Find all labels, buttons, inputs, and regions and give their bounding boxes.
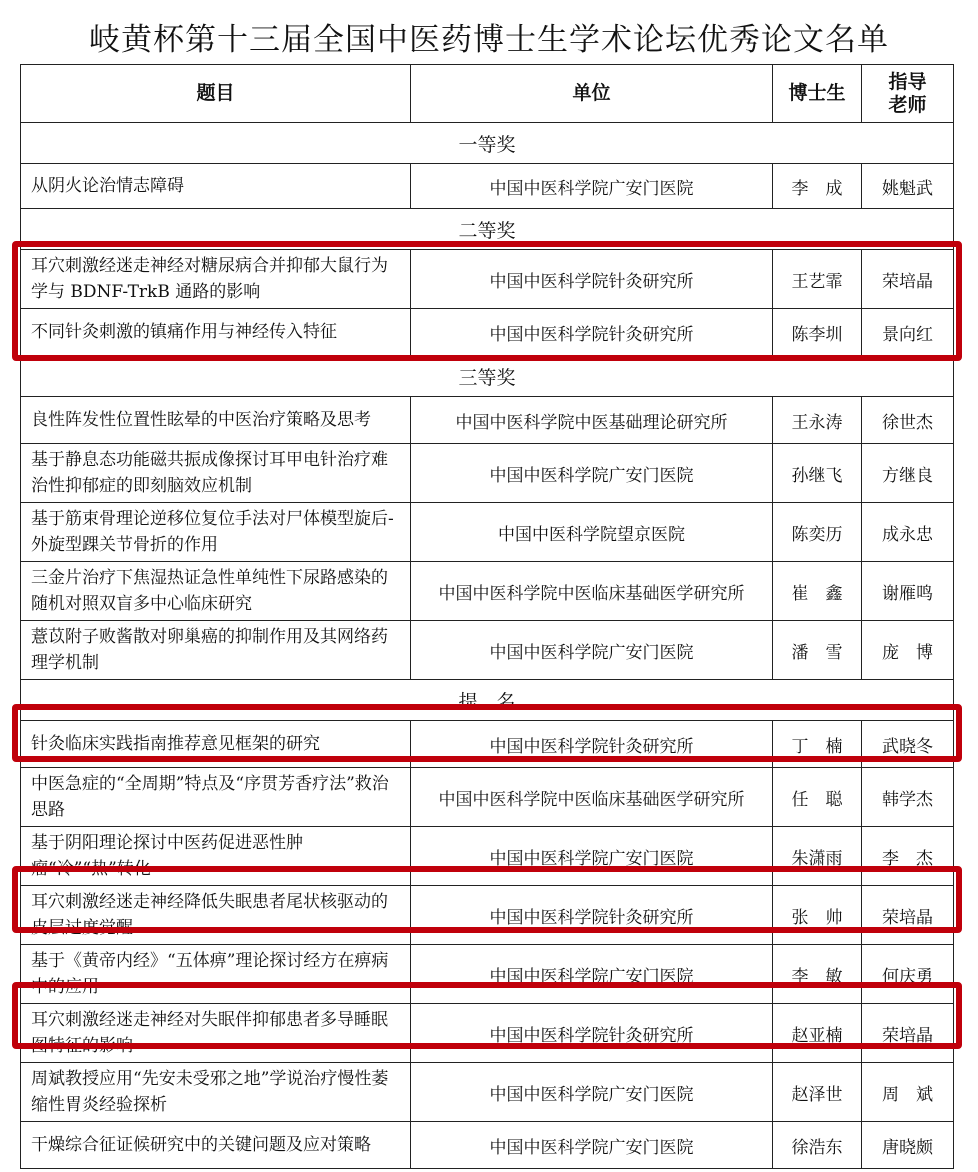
row-unit: 中国中医科学院针灸研究所 [411, 309, 773, 356]
header-advisor-text: 指导老师 [888, 70, 927, 116]
row-unit: 中国中医科学院广安门医院 [411, 945, 773, 1004]
row-topic: 针灸临床实践指南推荐意见框架的研究 [21, 721, 411, 768]
row-unit: 中国中医科学院中医临床基础医学研究所 [411, 768, 773, 827]
header-student: 博士生 [773, 65, 862, 123]
row-unit: 中国中医科学院广安门医院 [411, 444, 773, 503]
row-advisor: 何庆勇 [862, 945, 954, 1004]
row-advisor: 荣培晶 [862, 1004, 954, 1063]
row-unit: 中国中医科学院广安门医院 [411, 621, 773, 680]
row-advisor: 姚魁武 [862, 164, 954, 209]
row-student: 王艺霏 [773, 250, 862, 309]
row-unit: 中国中医科学院中医基础理论研究所 [411, 397, 773, 444]
row-advisor: 景向红 [862, 309, 954, 356]
row-student: 丁 楠 [773, 721, 862, 768]
header-advisor [862, 65, 954, 123]
row-student: 李 成 [773, 164, 862, 209]
table-row [21, 503, 954, 562]
award-table [20, 64, 954, 1169]
row-advisor: 庞 博 [862, 621, 954, 680]
row-unit: 中国中医科学院望京医院 [411, 503, 773, 562]
row-student: 赵亚楠 [773, 1004, 862, 1063]
table-row [21, 768, 954, 827]
row-advisor: 周 斌 [862, 1063, 954, 1122]
row-topic: 周斌教授应用“先安未受邪之地”学说治疗慢性萎缩性胃炎经验探析 [21, 1063, 411, 1122]
table-row [21, 250, 954, 309]
row-advisor: 李 杰 [862, 827, 954, 886]
row-topic: 基于阴阳理论探讨中医药促进恶性肿瘤“冷”“热”转化 [21, 827, 411, 886]
table-row [21, 444, 954, 503]
row-topic: 基于《黄帝内经》“五体痹”理论探讨经方在痹病中的应用 [21, 945, 411, 1004]
row-topic: 薏苡附子败酱散对卵巢癌的抑制作用及其网络药理学机制 [21, 621, 411, 680]
row-unit: 中国中医科学院广安门医院 [411, 827, 773, 886]
header-unit: 单位 [411, 65, 773, 123]
table-row [21, 1122, 954, 1169]
row-advisor: 韩学杰 [862, 768, 954, 827]
row-topic: 基于静息态功能磁共振成像探讨耳甲电针治疗难治性抑郁症的即刻脑效应机制 [21, 444, 411, 503]
row-unit: 中国中医科学院针灸研究所 [411, 721, 773, 768]
table-row [21, 562, 954, 621]
row-topic: 干燥综合征证候研究中的关键问题及应对策略 [21, 1122, 411, 1169]
row-student: 孙继飞 [773, 444, 862, 503]
row-advisor: 成永忠 [862, 503, 954, 562]
row-student: 李 敏 [773, 945, 862, 1004]
row-student: 陈李圳 [773, 309, 862, 356]
row-topic: 耳穴刺激经迷走神经对糖尿病合并抑郁大鼠行为学与 BDNF-TrkB 通路的影响 [21, 250, 411, 309]
row-topic: 不同针灸刺激的镇痛作用与神经传入特征 [21, 309, 411, 356]
table-row [21, 827, 954, 886]
row-unit: 中国中医科学院针灸研究所 [411, 250, 773, 309]
row-student: 潘 雪 [773, 621, 862, 680]
row-advisor: 荣培晶 [862, 250, 954, 309]
table-row [21, 309, 954, 356]
row-unit: 中国中医科学院针灸研究所 [411, 1004, 773, 1063]
row-advisor: 方继良 [862, 444, 954, 503]
row-topic: 从阴火论治情志障碍 [21, 164, 411, 209]
row-advisor: 武晓冬 [862, 721, 954, 768]
table-row [21, 164, 954, 209]
row-unit: 中国中医科学院广安门医院 [411, 164, 773, 209]
row-unit: 中国中医科学院针灸研究所 [411, 886, 773, 945]
row-student: 张 帅 [773, 886, 862, 945]
row-student: 徐浩东 [773, 1122, 862, 1169]
row-advisor: 谢雁鸣 [862, 562, 954, 621]
row-student: 赵泽世 [773, 1063, 862, 1122]
row-topic: 基于筋束骨理论逆移位复位手法对尸体模型旋后-外旋型踝关节骨折的作用 [21, 503, 411, 562]
page-title: 岐黄杯第十三届全国中医药博士生学术论坛优秀论文名单 [89, 22, 889, 58]
table-row [21, 945, 954, 1004]
row-topic: 耳穴刺激经迷走神经对失眠伴抑郁患者多导睡眠图特征的影响 [21, 1004, 411, 1063]
row-student: 陈奕历 [773, 503, 862, 562]
row-student: 崔 鑫 [773, 562, 862, 621]
section-nomination: 提 名 [21, 680, 954, 721]
table-row [21, 886, 954, 945]
table-row [21, 397, 954, 444]
row-topic: 中医急症的“全周期”特点及“序贯芳香疗法”救治思路 [21, 768, 411, 827]
row-student: 朱潇雨 [773, 827, 862, 886]
section-second-prize: 二等奖 [21, 209, 954, 250]
table-row [21, 621, 954, 680]
table-row [21, 1063, 954, 1122]
row-unit: 中国中医科学院广安门医院 [411, 1063, 773, 1122]
row-student: 王永涛 [773, 397, 862, 444]
header-row [21, 65, 954, 123]
table-row [21, 721, 954, 768]
row-advisor: 徐世杰 [862, 397, 954, 444]
table-row [21, 1004, 954, 1063]
header-topic: 题目 [21, 65, 411, 123]
row-topic: 耳穴刺激经迷走神经降低失眠患者尾状核驱动的皮层过度觉醒 [21, 886, 411, 945]
row-unit: 中国中医科学院广安门医院 [411, 1122, 773, 1169]
row-advisor: 唐晓颇 [862, 1122, 954, 1169]
row-unit: 中国中医科学院中医临床基础医学研究所 [411, 562, 773, 621]
row-topic: 三金片治疗下焦湿热证急性单纯性下尿路感染的随机对照双盲多中心临床研究 [21, 562, 411, 621]
row-advisor: 荣培晶 [862, 886, 954, 945]
row-topic: 良性阵发性位置性眩晕的中医治疗策略及思考 [21, 397, 411, 444]
section-first-prize: 一等奖 [21, 123, 954, 164]
row-student: 任 聪 [773, 768, 862, 827]
section-third-prize: 三等奖 [21, 356, 954, 397]
